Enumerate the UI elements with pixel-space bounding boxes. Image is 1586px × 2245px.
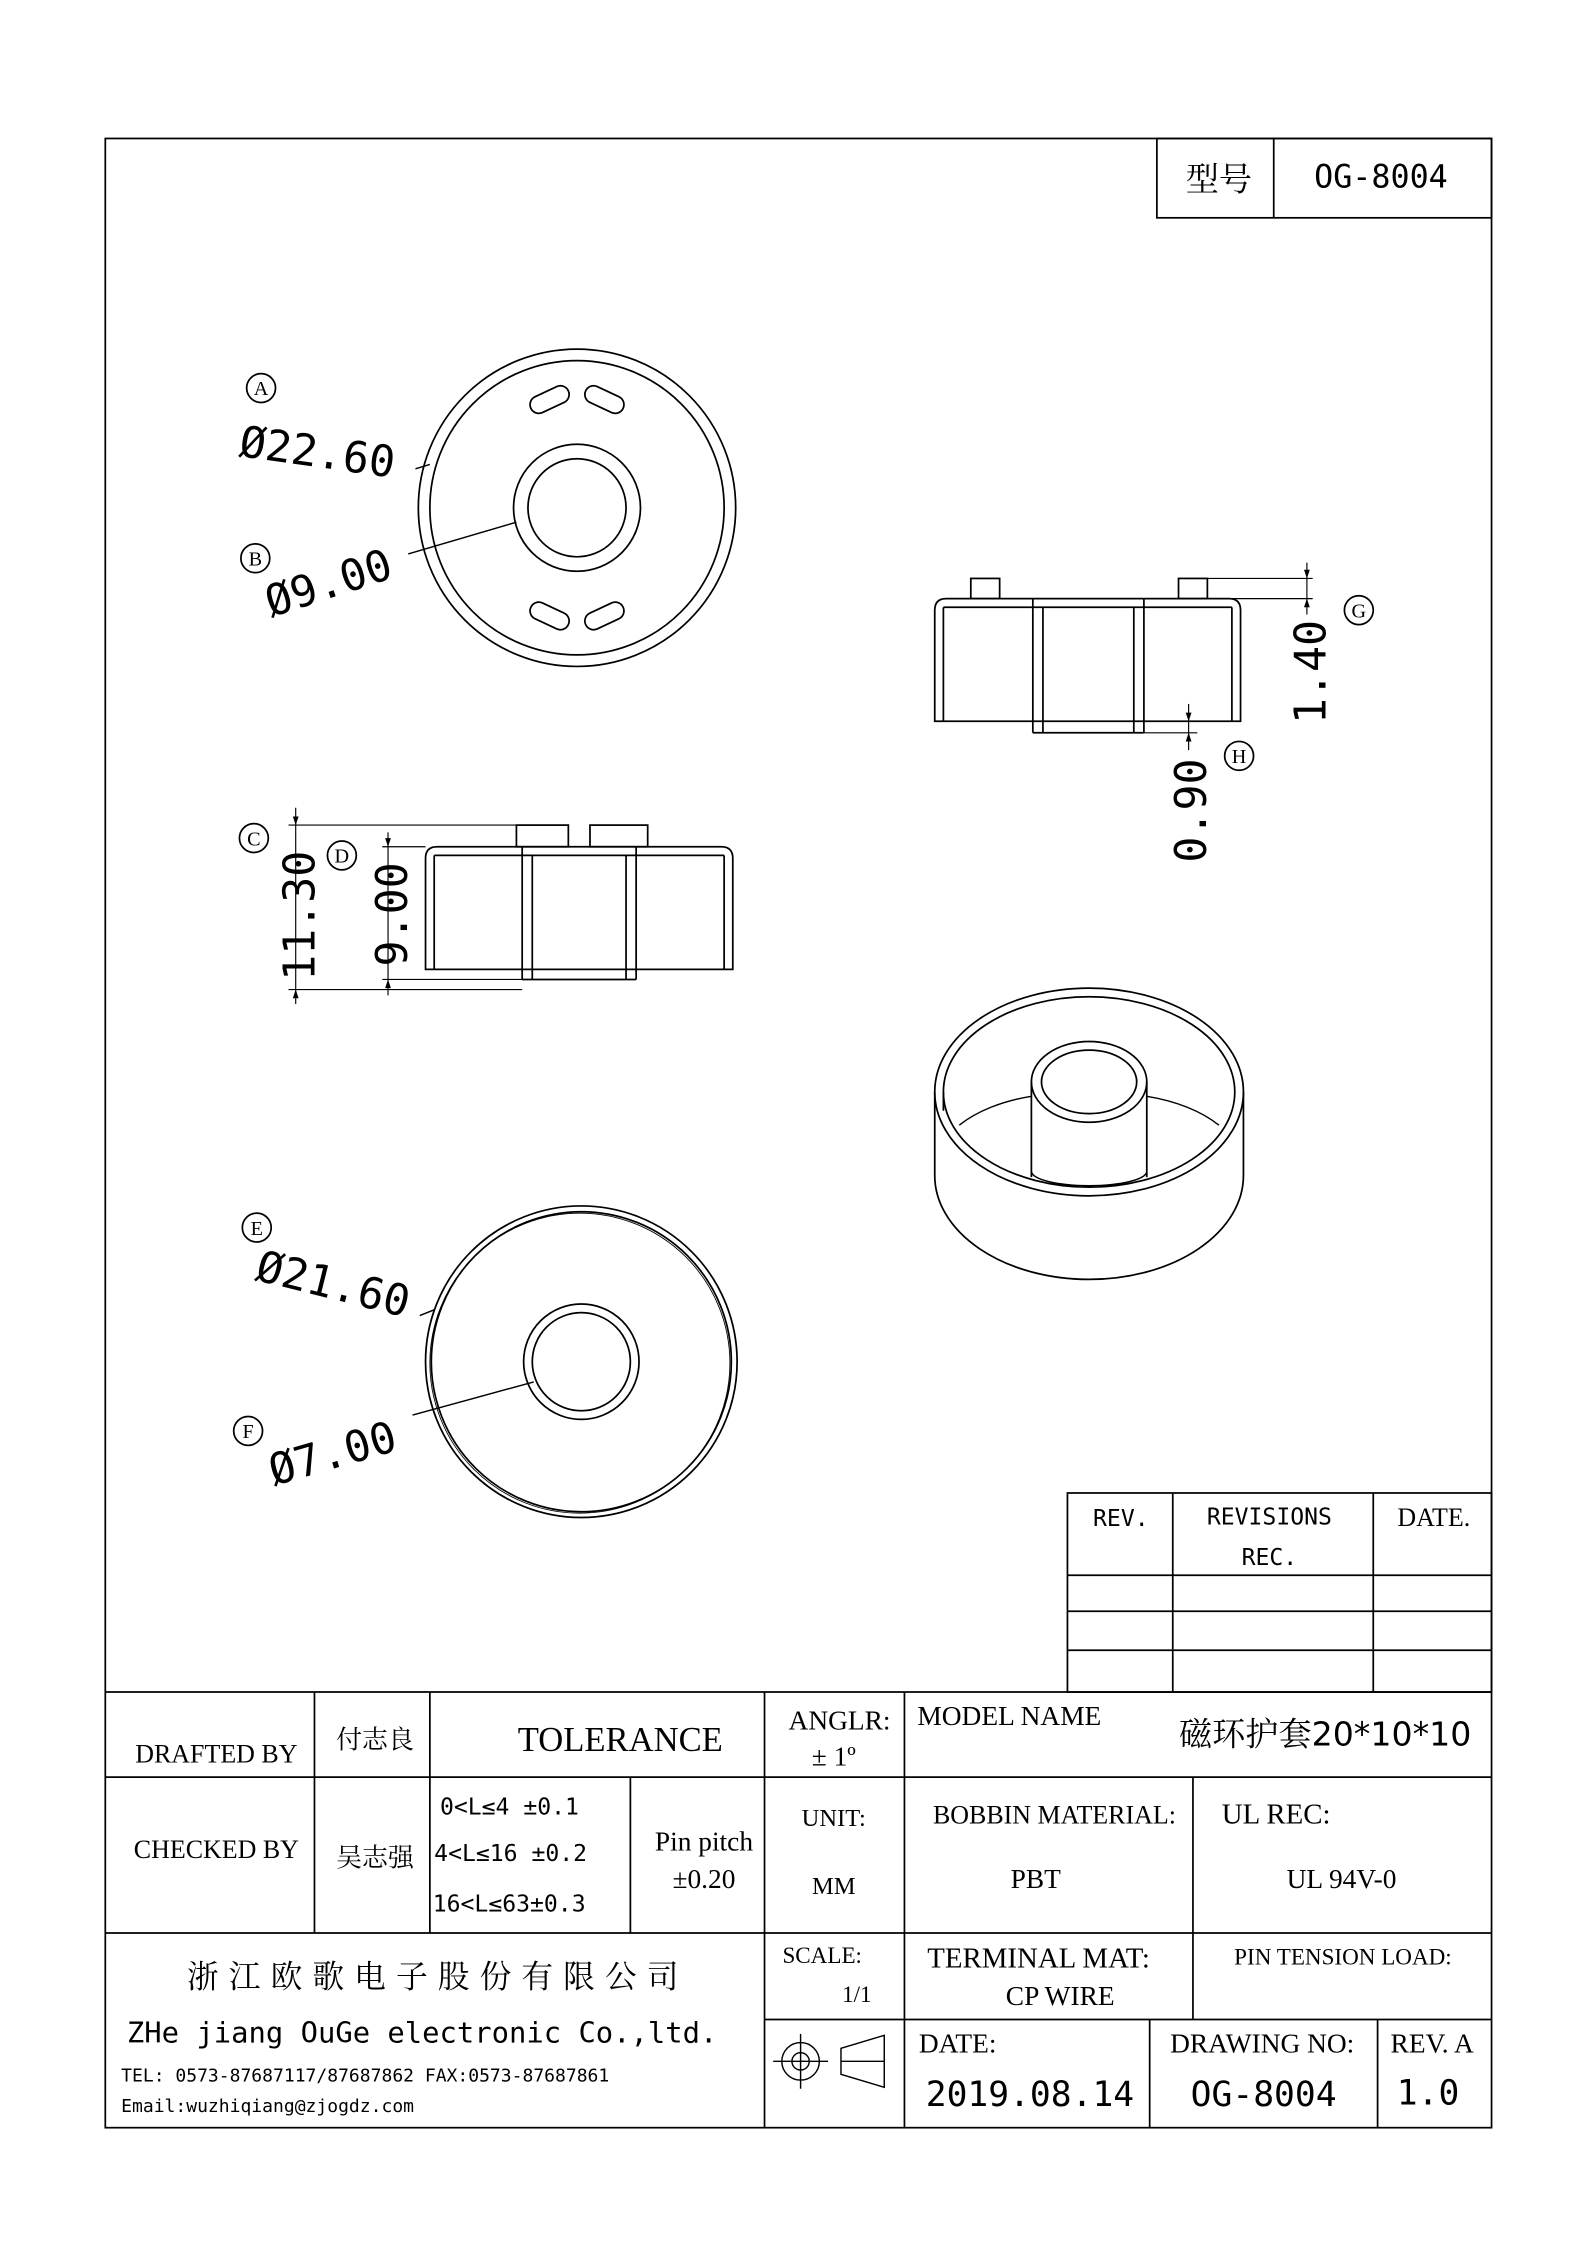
drafted-by-value: 付志良 <box>336 1725 414 1756</box>
revisions-col-header: REVISIONS <box>1206 1504 1332 1531</box>
date-value: 2019.08.14 <box>925 2075 1135 2116</box>
company-tel-fax: TEL: 0573-87687117/87687862 FAX:0573-87687861 <box>121 2065 610 2087</box>
marker-g-label: G <box>1351 600 1367 623</box>
dim-f: Ø7.00 <box>263 1412 403 1497</box>
marker-e-label: E <box>250 1217 263 1240</box>
bobbin-material-label: BOBBIN MATERIAL: <box>932 1800 1176 1830</box>
unit-label: UNIT: <box>801 1805 866 1833</box>
dim-d: 9.00 <box>367 862 418 967</box>
checked-by-value: 吴志强 <box>336 1843 414 1874</box>
dim-c: 11.30 <box>275 850 326 981</box>
ul-rec-label: UL REC: <box>1221 1798 1331 1831</box>
drawing-no-label: DRAWING NO: <box>1170 2028 1355 2059</box>
company-name-cn: 浙 江 欧 歌 电 子 股 份 有 限 公 司 <box>186 1959 679 1996</box>
date-col-header: DATE. <box>1397 1503 1471 1533</box>
model-name-value: 磁环护套20*10*10 <box>1178 1714 1472 1754</box>
ul-rec-value: UL 94V-0 <box>1286 1864 1397 1895</box>
dim-b: Ø9.00 <box>259 540 399 628</box>
pin-pitch-value: ±0.20 <box>672 1864 736 1895</box>
tolerance-row-1: 0<L≤4 ±0.1 <box>439 1794 579 1821</box>
drafted-by-label: DRAFTED BY <box>135 1739 298 1769</box>
rev-col-header: REV. <box>1093 1506 1149 1533</box>
tolerance-label: TOLERANCE <box>517 1721 723 1760</box>
dim-e: Ø21.60 <box>251 1241 415 1328</box>
scale-value: 1/1 <box>842 1981 872 2008</box>
anglr-value: ± 1º <box>811 1741 856 1772</box>
pin-pitch-label: Pin pitch <box>654 1826 754 1857</box>
marker-b-label: B <box>248 548 263 571</box>
pin-tension-label: PIN TENSION LOAD: <box>1234 1943 1452 1970</box>
tolerance-row-3: 16<L≤63±0.3 <box>432 1891 586 1918</box>
dim-a: Ø22.60 <box>236 417 399 489</box>
marker-f-label: F <box>242 1421 254 1444</box>
rev-label: REV. A <box>1390 2028 1474 2059</box>
tolerance-row-2: 4<L≤16 ±0.2 <box>434 1840 588 1867</box>
marker-a-label: A <box>253 378 269 401</box>
marker-d-label: D <box>334 845 350 868</box>
bobbin-material-value: PBT <box>1010 1864 1061 1895</box>
company-name-en: ZHe jiang OuGe electronic Co.,ltd. <box>126 2015 718 2050</box>
terminal-mat-value: CP WIRE <box>1005 1981 1115 2012</box>
date-label: DATE: <box>918 2028 997 2059</box>
dim-h: 0.90 <box>1166 758 1217 863</box>
model-label: 型号 <box>1185 159 1253 199</box>
marker-h-label: H <box>1231 746 1247 769</box>
model-name-label: MODEL NAME <box>917 1701 1102 1732</box>
rev-value: 1.0 <box>1396 2073 1460 2114</box>
marker-c-label: C <box>247 828 261 851</box>
rec-col-header: REC. <box>1241 1545 1298 1572</box>
scale-label: SCALE: <box>782 1942 862 1969</box>
anglr-label: ANGLR: <box>788 1705 891 1736</box>
checked-by-label: CHECKED BY <box>133 1834 299 1864</box>
drawing-no-value: OG-8004 <box>1190 2075 1337 2116</box>
model-value: OG-8004 <box>1314 159 1448 196</box>
unit-value: MM <box>811 1873 856 1901</box>
dim-g: 1.40 <box>1286 619 1337 725</box>
company-email: Email:wuzhiqiang@zjogdz.com <box>121 2095 415 2117</box>
terminal-mat-label: TERMINAL MAT: <box>927 1942 1150 1975</box>
